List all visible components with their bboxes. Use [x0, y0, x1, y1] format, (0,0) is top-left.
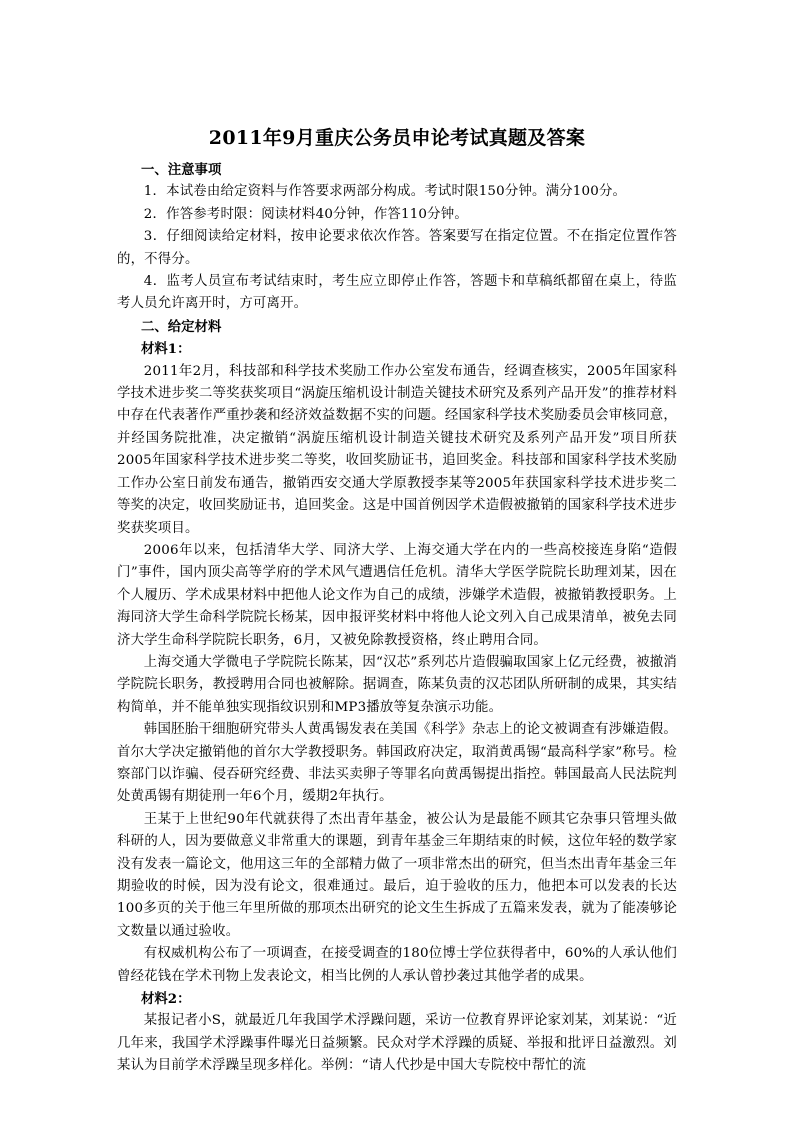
notice-item-1: 1．本试卷由给定资料与作答要求两部分构成。考试时限150分钟。满分100分。 — [143, 184, 627, 200]
material-2-label: 材料2： — [141, 991, 191, 1008]
notice-item-2: 2．作答参考时限：阅读材料40分钟，作答110分钟。 — [143, 206, 468, 222]
material-1-label: 材料1： — [141, 341, 191, 358]
notice-item-4: 4．监考人员宣布考试结束时，考生应立即停止作答，答题卡和草稿纸都留在桌上，待监考人员允许离开时，方可离开。 — [117, 274, 677, 312]
notice-item-3: 3．仔细阅读给定材料，按申论要求依次作答。答案要写在指定位置。不在指定位置作答的，不得分。 — [117, 229, 677, 267]
material-1-paragraph: 2011年2月，科技部和科学技术奖励工作办公室发布通告，经调查核实，2005年国家科学技术进步奖二等奖获奖项目“涡旋压缩机设计制造关键技术研究及系列产品开发”的推荐材料中存在代表著作严重抄袭和经济效益数据不实的问题。经国家科学技术奖励委员会审核同意，并经国务院批准，决定撤销“涡旋压缩机设计制造关键技术研究及系列产品开发”项目所获2005年国家科学技术进步奖二等奖，收回奖励证书，追回奖金。科技部和国家科学技术奖励工作办公室日前发布通告，撤销西安交通大学原教授李某等2005年获国家科学技术进步奖二等奖的决定，收回奖励证书，追回奖金。这是中国首例因学术造假被撤销的国家科学技术进步奖获奖项目。 — [117, 363, 677, 536]
material-1-paragraph: 韩国胚胎干细胞研究带头人黄禹锡发表在美国《科学》杂志上的论文被调查有涉嫌造假。首尔大学决定撤销他的首尔大学教授职务。韩国政府决定，取消黄禹锡“最高科学家”称号。检察部门以诈骗、侵吞研究经费、非法买卖卵子等罪名向黄禹锡提出指控。韩国最高人民法院判处黄禹锡有期徒刑一年6个月，缓期2年执行。 — [117, 722, 677, 805]
materials-heading: 二、给定材料 — [141, 318, 222, 335]
material-1-paragraph: 有权威机构公布了一项调查，在接受调查的180位博士学位获得者中，60%的人承认他们曾经花钱在学术刊物上发表论文，相当比例的人承认曾抄袭过其他学者的成果。 — [117, 946, 677, 984]
material-1-paragraph: 2006年以来，包括清华大学、同济大学、上海交通大学在内的一些高校接连身陷“造假门”事件，国内顶尖高等学府的学术风气遭遇信任危机。清华大学医学院院长助理刘某，因在个人履历、学术成果材料中把他人论文作为自己的成绩，涉嫌学术造假，被撤销教授职务。上海同济大学生命科学院院长杨某，因申报评奖材料中将他人论文列入自己成果清单，被免去同济大学生命科学院院长职务，6月，又被免除教授资格，终止聘用合同。 — [117, 542, 677, 648]
material-2-paragraph: 某报记者小S，就最近几年我国学术浮躁问题，采访一位教育界评论家刘某，刘某说：“近几年来，我国学术浮躁事件曝光日益频繁。民众对学术浮躁的质疑、举报和批评日益激烈。刘某认为目前学术浮躁呈现多样化。举例：“请人代抄是中国大专院校中帮忙的流 — [117, 1013, 677, 1074]
document-page — [117, 124, 677, 1078]
material-1-paragraph: 上海交通大学微电子学院院长陈某，因“汉芯”系列芯片造假骗取国家上亿元经费，被撤消学院院长职务，教授聘用合同也被解除。据调查，陈某负责的汉芯团队所研制的成果，其实结构简单，并不能单独实现指纹识别和MP3播放等复杂演示功能。 — [117, 654, 677, 715]
material-1-paragraph: 王某于上世纪90年代就获得了杰出青年基金，被公认为是最能不顾其它杂事只管埋头做科研的人，因为要做意义非常重大的课题，到青年基金三年期结束的时候，这位年轻的数学家没有发表一篇论文，他用这三年的全部精力做了一项非常杰出的研究，但当杰出青年基金三年期验收的时候，因为没有论文，很难通过。最后，迫于验收的压力，他把本可以发表的长达100多页的关于他三年里所做的那项杰出研究的论文生生拆成了五篇来发表，就为了能凑够论文数量以通过验收。 — [117, 811, 677, 939]
notice-heading: 一、注意事项 — [141, 162, 222, 178]
document-title: 2011年9月重庆公务员申论考试真题及答案 — [208, 127, 586, 149]
